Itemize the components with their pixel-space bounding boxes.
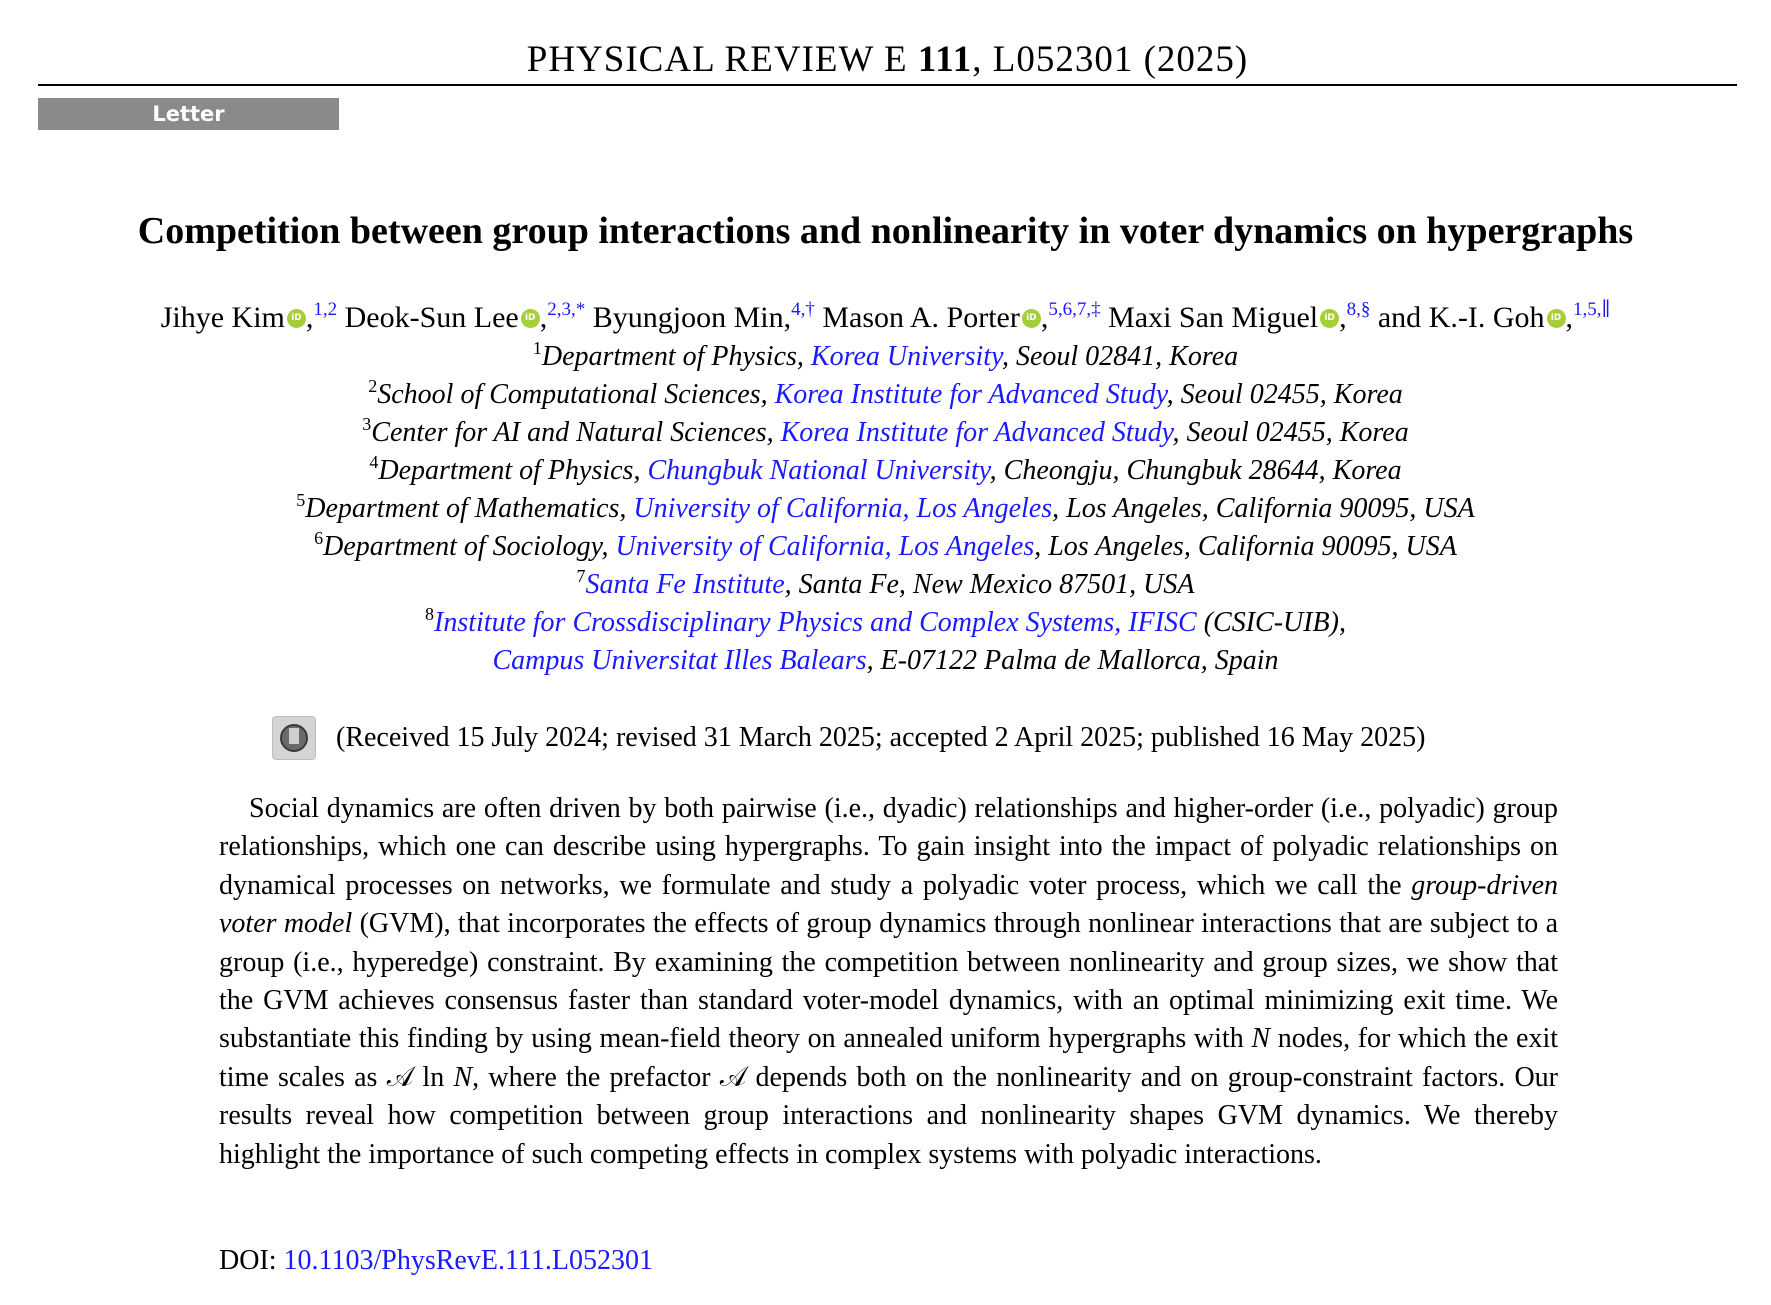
author-affiliation-marks[interactable]: 8,§ bbox=[1346, 299, 1371, 320]
affiliation-institution-link[interactable]: Institute for Crossdisciplinary Physics and Complex Systems, IFISC bbox=[434, 607, 1197, 638]
affiliation-line bbox=[0, 376, 1771, 414]
affiliation-location: , Los Angeles, California 90095, USA bbox=[1034, 531, 1457, 562]
affiliation-institution-link[interactable]: Santa Fe Institute bbox=[585, 569, 785, 600]
orcid-icon[interactable]: iD bbox=[1022, 309, 1041, 328]
affiliation-line bbox=[0, 452, 1771, 490]
affiliation-line bbox=[0, 604, 1771, 642]
author-name: Maxi San Miguel bbox=[1108, 301, 1319, 334]
affiliation-department: Department of Sociology, bbox=[323, 531, 616, 562]
author-affiliation-marks[interactable]: 5,6,7,‡ bbox=[1048, 299, 1101, 320]
abstract-text-2: (GVM), that incorporates the effects of group dynamics through nonlinear interactions that are subject to a group (i.e., hyperedge) constraint. By examining the competition between nonlinearity and group sizes, we show that the GVM achieves consensus faster than standard voter-model dynamics, with an optimal minimizing exit time. We substantiate this finding by using mean-field theory on annealed uniform hypergraphs with bbox=[219, 908, 1558, 1055]
affiliation-department: Department of Physics, bbox=[378, 455, 648, 486]
journal-volume: 111 bbox=[917, 39, 973, 80]
orcid-icon[interactable]: iD bbox=[521, 309, 540, 328]
orcid-icon[interactable]: iD bbox=[287, 309, 306, 328]
affiliation-number: 1 bbox=[532, 338, 542, 358]
author-conjunction: and bbox=[1377, 301, 1422, 334]
author-affiliation-marks[interactable]: 1,2 bbox=[313, 299, 338, 320]
author-separator: , bbox=[539, 301, 548, 334]
doi-link[interactable]: 10.1103/PhysRevE.111.L052301 bbox=[283, 1245, 653, 1276]
affiliation-institution-link[interactable]: Chungbuk National University bbox=[647, 455, 990, 486]
orcid-icon[interactable]: iD bbox=[1547, 309, 1566, 328]
author-separator: , bbox=[1339, 301, 1347, 334]
affiliation-institution-link[interactable]: Korea University bbox=[810, 341, 1002, 372]
paper-title: Competition between group interactions and nonlinearity in voter dynamics on hypergraphs bbox=[137, 210, 1634, 252]
affiliation-location: , Los Angeles, California 90095, USA bbox=[1052, 493, 1475, 524]
affiliation-line bbox=[0, 642, 1771, 680]
author-affiliation-marks[interactable]: 4,† bbox=[791, 299, 815, 320]
affiliation-institution-link[interactable]: University of California, Los Angeles bbox=[615, 531, 1035, 562]
abstract-var-a-2: 𝒜 bbox=[719, 1061, 747, 1093]
affiliation-location: , Cheongju, Chungbuk 28644, Korea bbox=[989, 455, 1402, 486]
article-number: L052301 (2025) bbox=[992, 39, 1249, 80]
affiliation-line bbox=[0, 414, 1771, 452]
orcid-icon[interactable]: iD bbox=[1320, 309, 1339, 328]
abstract-var-n: N bbox=[1251, 1023, 1271, 1055]
abstract-model-name: group-driven voter model bbox=[219, 869, 1558, 940]
author-name: Deok-Sun Lee bbox=[344, 301, 519, 334]
affiliation-line bbox=[0, 566, 1771, 604]
author-affiliation-marks[interactable]: 2,3,* bbox=[547, 299, 586, 320]
abstract-text-4: , where the prefactor bbox=[472, 1061, 720, 1093]
author-affiliation-marks[interactable]: 1,5,∥ bbox=[1573, 299, 1611, 320]
affiliation-line bbox=[0, 490, 1771, 528]
affiliation-institution-link[interactable]: University of California, Los Angeles bbox=[633, 493, 1053, 524]
author-separator: , bbox=[783, 301, 792, 334]
affiliation-institution-link[interactable]: Korea Institute for Advanced Study bbox=[774, 379, 1167, 410]
affiliation-location: (CSIC-UIB), bbox=[1196, 607, 1346, 638]
author-name: Byungjoon Min bbox=[592, 301, 784, 334]
affiliation-line bbox=[0, 338, 1771, 376]
abstract bbox=[219, 790, 1558, 1174]
history-text: (Received 15 July 2024; revised 31 March 2025; accepted 2 April 2025; published 16 May 2025) bbox=[336, 722, 1426, 753]
abstract-var-a: 𝒜 bbox=[386, 1061, 414, 1093]
abstract-text-1: Social dynamics are often driven by both pairwise (i.e., dyadic) relationships and higher-order (i.e., polyadic) group relationships, which one can describe using hypergraphs. To gain insight into the impact of polyadic relationships on dynamical processes on networks, we formulate and study a polyadic voter process, which we call the bbox=[219, 793, 1558, 901]
author-name: Mason A. Porter bbox=[822, 301, 1020, 334]
affiliation-location: , Seoul 02841, Korea bbox=[1001, 341, 1239, 372]
publication-history bbox=[272, 716, 1425, 760]
section-banner: Letter bbox=[38, 98, 339, 130]
affiliation-number: 8 bbox=[425, 604, 435, 624]
author-separator: , bbox=[1565, 301, 1573, 334]
affiliation-number: 3 bbox=[362, 414, 372, 434]
affiliation-institution-link[interactable]: Korea Institute for Advanced Study bbox=[780, 417, 1173, 448]
journal-header: PHYSICAL REVIEW E 111, L052301 (2025) bbox=[38, 36, 1737, 86]
affiliation-department: Center for AI and Natural Sciences, bbox=[371, 417, 781, 448]
author-name: K.-I. Goh bbox=[1428, 301, 1545, 334]
journal-name: PHYSICAL REVIEW E bbox=[526, 39, 908, 80]
affiliation-line bbox=[0, 528, 1771, 566]
abstract-text-5: depends both on the nonlinearity and on group-constraint factors. Our results reveal how competition between group interactions and nonlinearity shapes GVM dynamics. We thereby highlight the importance of such competing effects in complex systems with polyadic interactions. bbox=[219, 1061, 1559, 1170]
affiliation-number: 2 bbox=[368, 376, 378, 396]
affiliation-department: Department of Physics, bbox=[541, 341, 811, 372]
crossmark-icon[interactable] bbox=[272, 716, 316, 760]
abstract-var-n-2: N bbox=[453, 1061, 473, 1093]
author-separator: , bbox=[1040, 301, 1049, 334]
affiliation-number: 6 bbox=[314, 528, 324, 548]
author-list bbox=[0, 296, 1771, 340]
affiliation-location: , Seoul 02455, Korea bbox=[1172, 417, 1409, 448]
affiliation-department: Department of Mathematics, bbox=[305, 493, 634, 524]
affiliation-number: 7 bbox=[576, 566, 586, 586]
abstract-text-3: nodes, for which the exit time scales as bbox=[219, 1023, 1559, 1093]
affiliation-department: School of Computational Sciences, bbox=[377, 379, 775, 410]
affiliation-location: , E-07122 Palma de Mallorca, Spain bbox=[866, 645, 1279, 676]
affiliation-location: , Santa Fe, New Mexico 87501, USA bbox=[784, 569, 1195, 600]
affiliation-institution-link[interactable]: Campus Universitat Illes Balears bbox=[492, 645, 867, 676]
abstract-ln: ln bbox=[413, 1061, 454, 1093]
author-name: Jihye Kim bbox=[160, 301, 285, 334]
affiliation-number: 5 bbox=[296, 490, 306, 510]
affiliation-location: , Seoul 02455, Korea bbox=[1166, 379, 1403, 410]
doi-label: DOI: bbox=[219, 1245, 277, 1276]
doi-line bbox=[219, 1242, 653, 1280]
author-separator: , bbox=[305, 301, 314, 334]
affiliation-number: 4 bbox=[369, 452, 379, 472]
affiliation-list bbox=[0, 338, 1771, 680]
